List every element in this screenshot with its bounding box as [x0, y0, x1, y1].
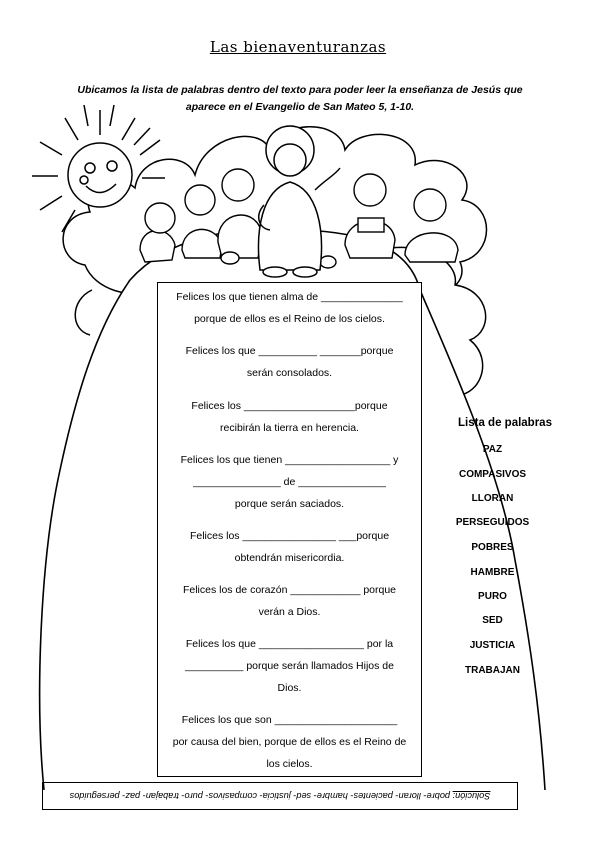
- solution-strip: [42, 782, 518, 810]
- verse-line: Felices los que __________________ por la: [185, 638, 394, 650]
- verse-line: obtendrán misericordia.: [234, 552, 345, 564]
- word-list-item: HAMBRE: [470, 567, 515, 578]
- solution-label: Solución:: [452, 791, 491, 801]
- verse-line: Dios.: [277, 682, 302, 694]
- verse-line: porque de ellos es el Reino de los cielos.: [194, 313, 385, 325]
- word-list-item: LLORAN: [471, 493, 514, 504]
- beatitudes-box: [157, 282, 422, 777]
- word-list-item: SED: [482, 615, 503, 626]
- word-list-item: TRABAJAN: [465, 665, 520, 676]
- instructions: [40, 82, 560, 116]
- verse-line: Felices los que son _____________________: [181, 714, 398, 726]
- verse-line: Felices los ___________________porque: [191, 400, 388, 412]
- verse-line: porque serán saciados.: [234, 498, 345, 510]
- word-list-title: Lista de palabras: [458, 417, 552, 429]
- verse-line: Felices los ________________ ___porque: [189, 530, 390, 542]
- word-list-item: PURO: [478, 591, 507, 602]
- word-list-item: PERSEGUIDOS: [455, 517, 530, 528]
- word-list-item: COMPASIVOS: [458, 469, 527, 480]
- instructions-line-1: Ubicamos la lista de palabras dentro del texto para poder leer la enseñanza de Jesús que: [77, 84, 523, 96]
- word-list-item: PAZ: [482, 444, 503, 455]
- verse-line: Felices los que __________ _______porque: [185, 345, 394, 357]
- verse-line: _______________ de _______________: [193, 476, 386, 488]
- verse-line: recibirán la tierra en herencia.: [220, 422, 359, 434]
- word-list-item: POBRES: [471, 542, 514, 553]
- page-title: Las bienaventuranzas: [209, 38, 387, 56]
- verse-line: __________ porque serán llamados Hijos de: [185, 660, 394, 672]
- verse-line: verán a Dios.: [258, 606, 321, 618]
- verse-line: Felices los que tienen __________________ y: [180, 454, 399, 466]
- solution-text: pobre- lloran- pacientes- hambre- sed- justicia- compasivos- puro- trabajan- paz- perseguidos: [69, 791, 453, 801]
- verse-line: serán consolados.: [246, 367, 333, 379]
- verse-line: los cielos.: [266, 758, 313, 770]
- verse-line: Felices los que tienen alma de ______________: [176, 291, 403, 303]
- word-list-item: JUSTICIA: [469, 640, 516, 651]
- instructions-line-2: aparece en el Evangelio de San Mateo 5, 1-10.: [185, 101, 415, 113]
- verse-line: por causa del bien, porque de ellos es el Reino de: [172, 736, 407, 748]
- verse-line: Felices los de corazón ____________ porque: [182, 584, 397, 596]
